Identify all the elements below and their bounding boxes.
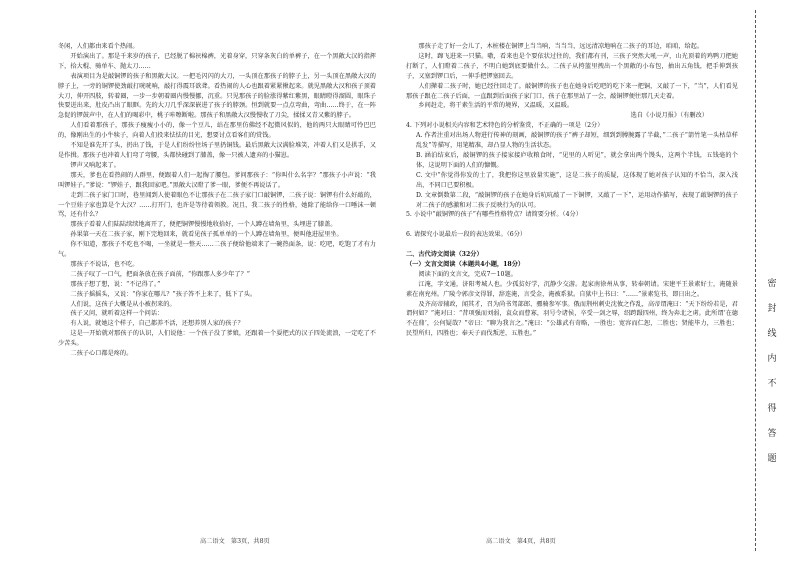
left-paragraph: 人们说，这孩子大概是从小被拐来的。 (70, 300, 176, 308)
right-paragraph: 人们撵着二孩子时，她已经往回走了。敲铜锣的孩子也在她身后吃吧的吃下来一把铜，又敲了一下，“当”，人们看见那孩子跟在二孩子后面，一直跟到后面孩子家门口，孩子在那里站了一会，敲铜锣便往那几天走着。 (406, 82, 738, 100)
question-item: 4. 下列对小说相关内容和艺术特色的分析鉴赏，不正确的一项是（2分） (406, 122, 604, 130)
option-item: A. 作者注重对出场人物进行传神的刻画，敲铜锣的孩子“裤子却短，细到到膊腕露了半截，”二孩子“箭竹笔一头枯草样乱发”等描写，用笔精准，却凸显人物的生活状态。 (416, 132, 738, 150)
option-item: B. 涵泊结束后，敲铜锣的孩子接家接庐收粮食时，“见里的人听见”，就会拿出两个馒头，这两个半钱，五钱毫的个体，这说明下面的人们的慷慨。 (416, 151, 738, 169)
question-item (406, 220, 738, 230)
section-heading: 二、古代诗文阅读（32分） (406, 251, 483, 259)
option-item: C. 文中“你觉得你发的土了，我把你这里放量实施”，这是二孩子的质疑，这体现了她对孩子认知的不恰当，深入浅出，不同口已要积极。 (416, 171, 738, 189)
question-item (406, 240, 738, 250)
right-page-footer: 高二语文 第4页，共8页 (486, 538, 556, 545)
left-paragraph: 那孩子想了想，说：“不记得了。” (70, 280, 161, 288)
right-paragraph: 阅读下面的文言文，完成7～10题。 (418, 270, 517, 278)
right-paragraph: 那孩子走了好一会儿了，木桩楼在铜锣上当当响，当当当，远远清凉地响在二孩子的耳边，咱咱，给起。 (418, 43, 704, 50)
left-paragraph: 孙果第一天在二孩子家，刚下完地回来，就看见孩子孤单单的一个人蹲在墙角里，便叫他进屋里坐。 (70, 231, 343, 239)
left-paragraph: 冬闲，人们都由来看个热闹。 (58, 43, 139, 50)
left-paragraph: 那孩子不说话，也不吃。 (70, 260, 139, 268)
left-paragraph: 这是一开始就对那孩子的认识，人们说他：一个孩子没了爹娘，还跟着一个耍把式的汉子四处流浪，一定吃了不少苦头。 (58, 330, 376, 348)
left-paragraph: 那天，爹也在看热闹的人群里，便跟着人们一起掏了腰包。爹问那孩子：“你叫什么名字？”那孩子小声说：“我叫锣娃子。”爹说：“锣娃子，跟我回家吧。”黑敞大汉瞪了爹一眼，爹便不再说话了。 (58, 171, 376, 189)
subsection-heading: （一）文言文阅读（本题共4小题，18分） (406, 260, 525, 268)
seal-char: 封 (767, 304, 777, 314)
left-page (0, 0, 384, 561)
right-paragraph: 这时，蹿飞进来一只猫。嗷，看来也是个要依状过往的，我们都有刊，三孩子突然大吼一声，山光顶着的鸡鸭刀把她打断了，人们瞪着二孩子，不明白她到底要做什么。二孩子从挎篮里拽出一个黑敞的小布包，抽出五角钱，把手伸到孩子，又塞到锣口后，一伸手把锣塞回去。 (406, 52, 738, 80)
left-paragraph: 二孩子摇摇头，又说：“你家在哪儿？”孩子答不上来了，低下了头。 (70, 290, 257, 298)
seal-char: 线 (767, 329, 777, 339)
left-paragraph: 你不知道，那孩子不吃也不喝，一坐就是一整天……二孩子便给他端来了一碗热面条，说：吃吧，吃饱了才有力气。 (58, 241, 376, 259)
left-paragraph: 有人说，就她这个样子，自己都养不活，还想养别人家的孩子？ (70, 320, 244, 328)
right-paragraph: 江淹，字文通，济阳考城人也。少孤贫好学，沉静少交游。起家南徐州从事，转奉朝请。宋建平王景素好士，淹随景素在南兖州。广陵令郭彦文得罪，辞连淹，言受金，淹被系狱。自狱中上书曰：“……”景素览书，即日出之。 (406, 280, 738, 298)
left-paragraph: 孩子又问，就听着这样一个问话： (70, 310, 164, 318)
question-item: 5. 小说中“敲铜锣的孩子”有哪些性格特点？请简要分析。（4分） (406, 211, 582, 219)
right-text-column (406, 42, 738, 535)
seal-char: 密 (767, 279, 777, 289)
left-text-column (58, 42, 376, 535)
left-paragraph: 二孩子心口都是疼的。 (70, 350, 133, 358)
right-paragraph: 选自《小说月报》（有删改） (630, 112, 708, 120)
seal-char: 答 (767, 429, 777, 439)
seal-char: 得 (767, 404, 777, 414)
left-paragraph: 人们看着那孩子，那孩子瘦瘦小小的，像一个豆儿，站在那里仿佛经不起微风似的，他的两只大眼睛可怜巴巴的，像刚出生的小牛犊子，向着人们投来怯怯的目光，想要讨点看客们的赏钱。 (58, 122, 376, 140)
right-page (396, 0, 740, 561)
right-paragraph: 及齐高帝辅政，闻其才，召为尚书驾部郎、骠骑参军事。俄而荆州刺史沈攸之作乱，高帝谓淹曰：“天下纷纷若是，君谓何如？”淹对曰：“昔项强而刘弱，袁众而曹寡，羽号令诸侯，卒受一剑之辱，绍跨蹑四州，终为奔北之虏。此所谓‘在德不在鼎’，公何疑哉？”帝曰：“聊为我言之。”淹曰：“公雄武有奇略，一胜也；宽容而仁恕，二胜也；贤能毕力，三胜也；民望所归，四胜也；奉天子而伐叛逆，五胜也。” (406, 300, 738, 338)
seal-dashed-line (755, 10, 756, 551)
seal-notice (766, 272, 778, 472)
left-paragraph: 二孩子叹了一口气，把面条放在孩子面前，“你跟那人多少年了？” (70, 270, 250, 278)
left-paragraph: 那孩子看着人们陆陆续续地离开了，便把铜锣慢慢地收拾好，一个人蹲在墙角里，头埋进了膝盖。 (70, 221, 337, 229)
question-item: 6. 请探究小说最后一段的表达效果。（6分） (406, 231, 527, 239)
seal-char: 内 (767, 354, 777, 364)
left-paragraph: 表演项目为是敲铜锣的孩子和黑敞大汉。一把毛闪闪的大刀，一头顶在那孩子的脖子上，另一头顶在黑敞大汉的脖子上，一旁的铜锣使劲敲打咣咣响，敲打得震耳欲聋。看热闹的人心也跟着紧紧揪起来。就见黑敞大汉和孩子顶着大刀，伸开四肢，转着圈，一步一步朝着圈内慢慢挪，沉重。只见那孩子的脸涨得紫红紫黑，眼睛瞪得溜圆，眼珠子快要迸出来，肚皮凸出了眼眶。先的大刀几乎深深嵌进了孩子的脖颈。恒到就要一点点弯曲，弯曲……终于，在一阵急促的锣鼓声中，在人们的喝彩中，桃子咔嚓断啦。那孩子和黑敞大汉慢慢收了刀尖，揉揉又青又紫的脖子。 (58, 72, 376, 120)
left-paragraph: 锣声又响起来了。 (70, 161, 120, 169)
seal-char: 题 (767, 454, 777, 464)
left-paragraph: 走到二孩子家门口时，巷里闻到人使着眼色不让那孩子在二孩子家门口敲铜锣，二孩子说：铜锣有什么好敲的，一个豆娃子家也算是个大汉？……打开门，也许是等待着领教。况且，我二孩子的性格，她除了能给你一口唾沫一顿骂，还有什么？ (58, 191, 376, 219)
left-page-footer: 高二语文 第3页，共8页 (200, 538, 270, 545)
seal-char: 不 (767, 379, 777, 389)
option-item: D. 文章倒数第二段，“敲铜锣的孩子在她身后吭吭敲了一下铜锣，又敲了一下”，运用动作描写，表现了敲铜锣的孩子对二孩子的感激和对二孩子反映行为的认可。 (416, 191, 738, 209)
left-paragraph: 开始演出了。那是千来岁的孩子，已经脱了棉祆棉裤，光着身穿，只穿条灰白的单裤子，在一个黑敞大汉的指挥下，拾大棍、骑单车、抛太刀…… (58, 52, 376, 70)
left-paragraph: 不知是谁先开了头，扔出了钱，于是人们纷纷往场子里扔铜钱。最后黑敞大汉满脸堆笑，冲着人们又是拱手，又是作揖。那孩子也冲着人们弯了弯腰，头都快碰到了膝盖，像一只被人遗弃的小猫崽。 (58, 142, 376, 159)
right-paragraph: 乡间赶走，将干素生活的平常的境界，又温暖，又温暖。 (418, 102, 574, 110)
